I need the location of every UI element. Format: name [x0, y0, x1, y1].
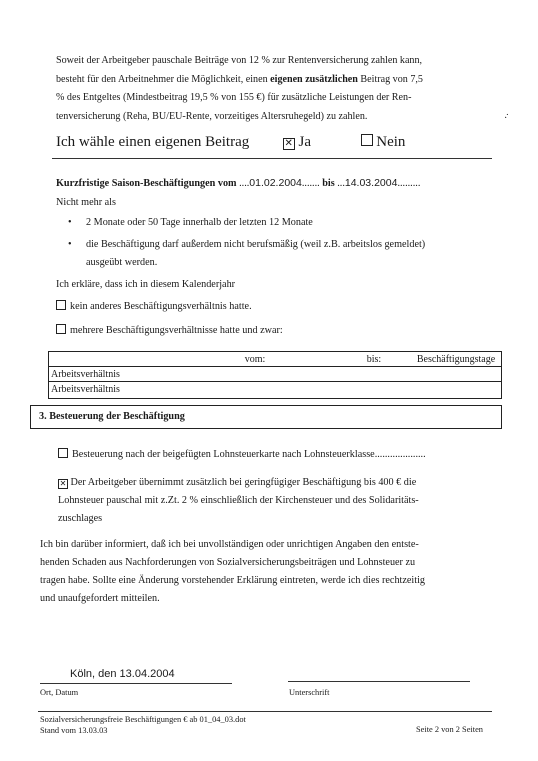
info-line-2: henden Schaden aus Nachforderungen von Sozialversicherungsbeiträgen und Lohnsteuer zu: [40, 557, 416, 568]
intro-line-2: [56, 71, 496, 90]
bullet-item-1: • 2 Monate oder 50 Tage innerhalb der letzten 12 Monate: [68, 217, 313, 228]
declaration-text: Ich erkläre, dass ich in diesem Kalenderjahr: [56, 279, 236, 290]
checkbox-ja[interactable]: ✕: [284, 138, 293, 149]
signature-label: Unterschrift: [289, 688, 330, 697]
stray-mark: ·̇: [504, 113, 508, 124]
info-line-1: Ich bin darüber informiert, daß ich bei unvollständigen oder unrichtigen Angaben den entste-: [40, 539, 419, 550]
option-multiple-label: mehrere Beschäftigungsverhältnisse hatte und zwar:: [70, 325, 283, 336]
tax-option-1: [58, 446, 426, 464]
season-heading-label: Kurzfristige Saison-Beschäftigungen vom: [56, 178, 237, 189]
footer-file-name: Sozialversicherungsfreie Beschäftigungen € ab 01_04_03.dot: [40, 715, 246, 724]
option-no-other-label: kein anderes Beschäftigungsverhältnis hatte.: [70, 301, 252, 312]
tax-option-2-line-3: zuschlages: [58, 513, 103, 524]
footer-rule: [38, 711, 492, 712]
intro-paragraph: [56, 52, 496, 126]
bullet-text-2a: die Beschäftigung darf außerdem nicht berufsmäßig (weil z.B. arbeitslos gemeldet): [86, 239, 426, 250]
row-label: Arbeitsverhältnis: [51, 368, 120, 380]
footer-left: [40, 714, 246, 736]
place-date-line: [40, 683, 232, 684]
choice-label: Ich wähle einen eigenen Beitrag: [56, 134, 250, 150]
intro-emphasis: eigenen zusätzlichen: [270, 73, 358, 85]
intro-line-2c: Beitrag von 7,5: [357, 73, 423, 85]
col-header-vom: vom:: [244, 353, 266, 365]
intro-line-2a: besteht für den Arbeitnehmer die Möglichkeit, einen: [56, 73, 271, 85]
place-date-label: Ort, Datum: [40, 688, 79, 697]
table-row[interactable]: [49, 367, 501, 382]
choice-ja-label: Ja: [298, 134, 311, 150]
section-3-title: 3. Besteuerung der Beschäftigung: [39, 411, 185, 422]
intro-line-4: tenversicherung (Reha, BU/EU-Rente, vorzeitiges Altersruhegeld) zu zahlen.: [56, 110, 368, 122]
season-heading: Kurzfristige Saison-Beschäftigungen vom ....01.02.2004....... bis ...14.03.2004.........: [56, 177, 421, 189]
checkbox-no-other[interactable]: [56, 300, 66, 310]
info-line-3: tragen habe. Sollte eine Änderung vorstehender Erklärung eintreten, werde ich dies rechtzeitig: [40, 575, 425, 586]
info-paragraph: [40, 536, 495, 608]
info-line-4: und unaufgefordert mitteilen.: [40, 593, 160, 604]
tax-option-2-line-1: Der Arbeitgeber übernimmt zusätzlich bei geringfügiger Beschäftigung bis 400 € die: [70, 477, 417, 488]
checkbox-tax-card[interactable]: [58, 448, 68, 458]
option-no-other-employment: [56, 298, 252, 316]
footer-stand: Stand vom 13.03.03: [40, 726, 108, 735]
not-more-than: Nicht mehr als: [56, 197, 116, 208]
tax-option-2-line-2: Lohnsteuer pauschal mit z.Zt. 2 % einschließlich der Kirchensteuer und des Solidaritäts-: [58, 495, 419, 506]
intro-line-1: Soweit der Arbeitgeber pauschale Beiträge von 12 % zur Rentenversicherung zahlen kann,: [56, 55, 423, 66]
checkbox-flat-tax[interactable]: ✕: [59, 479, 67, 488]
table-row[interactable]: [49, 382, 501, 397]
table-header-row: [49, 352, 501, 367]
checkbox-nein[interactable]: [361, 134, 373, 146]
tax-option-2: [58, 474, 500, 528]
checkbox-multiple[interactable]: [56, 324, 66, 334]
place-date-value[interactable]: Köln, den 13.04.2004: [70, 668, 175, 680]
season-to-date[interactable]: 14.03.2004: [344, 177, 398, 189]
season-bis-label: bis: [322, 178, 335, 189]
season-from-date[interactable]: 01.02.2004: [249, 177, 302, 189]
intro-line-3: % des Entgeltes (Mindestbeitrag 19,5 % von 155 €) für zusätzliche Leistungen der Ren-: [56, 92, 412, 103]
employment-table: [48, 351, 502, 399]
footer-page-number: Seite 2 von 2 Seiten: [416, 725, 483, 734]
option-multiple-employment: [56, 322, 283, 340]
bullet-text-2b: ausgeübt werden.: [86, 257, 158, 268]
bullet-text-1: 2 Monate oder 50 Tage innerhalb der letzten 12 Monate: [86, 217, 313, 228]
row-label: Arbeitsverhältnis: [51, 383, 120, 395]
tax-class-field[interactable]: ....................: [374, 449, 426, 460]
contribution-choice-row: [56, 134, 405, 151]
section-3-header: [30, 405, 502, 429]
season-bullets: [56, 214, 506, 272]
choice-underline: [52, 158, 492, 159]
col-header-bis: bis:: [366, 353, 382, 365]
signature-line: [288, 681, 470, 682]
bullet-item-2: • die Beschäftigung darf außerdem nicht berufsmäßig (weil z.B. arbeitslos gemeldet) ausgeübt werden.: [68, 239, 426, 268]
choice-nein-label: Nein: [376, 134, 406, 150]
col-header-tage: Beschäftigungstage: [416, 353, 496, 365]
tax-option-1-label: Besteuerung nach der beigefügten Lohnsteuerkarte nach Lohnsteuerklasse: [72, 449, 375, 460]
